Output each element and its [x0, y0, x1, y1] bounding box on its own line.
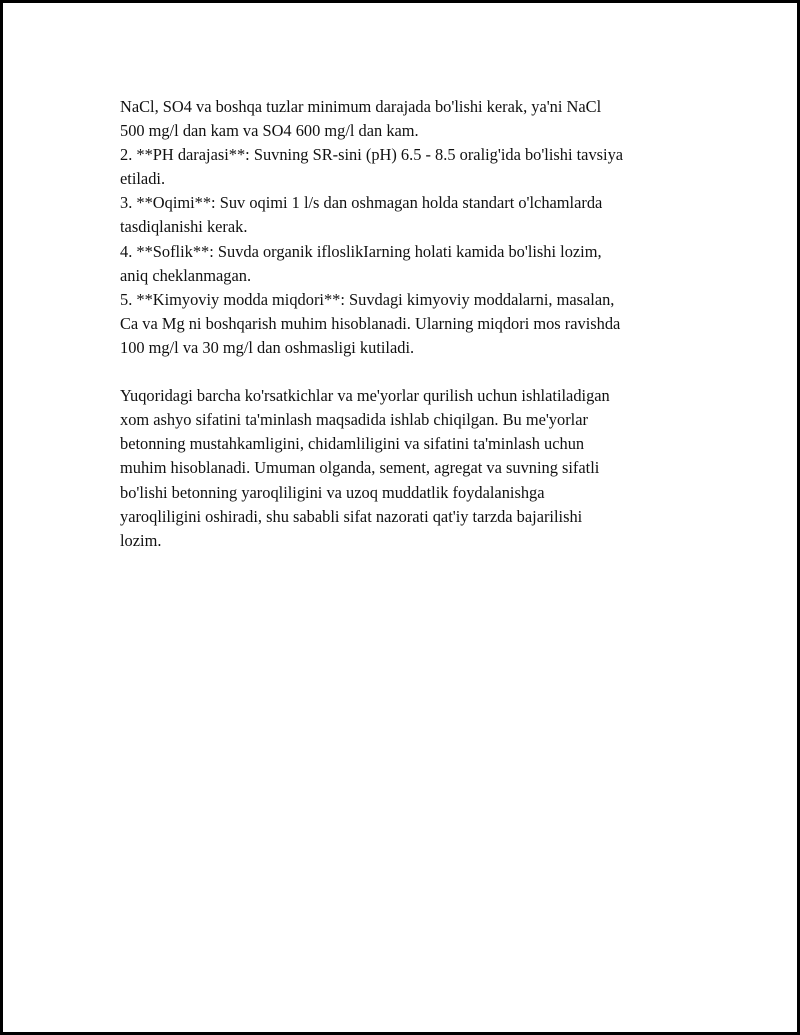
- text-line: 2. **PH darajasi**: Suvning SR-sini (pH) 6.5 - 8.5 oralig'ida bo'lishi tavsiya: [120, 145, 624, 165]
- text-line: betonning mustahkamligini, chidamliligini va sifatini ta'minlash uchun: [120, 434, 585, 454]
- document-body: [120, 95, 700, 553]
- text-line: 4. **Soflik**: Suvda organik ifloslikIarning holati kamida bo'lishi lozim,: [120, 241, 602, 261]
- text-line: etiladi.: [120, 169, 166, 189]
- text-line: 3. **Oqimi**: Suv oqimi 1 l/s dan oshmagan holda standart o'lchamlarda: [120, 193, 603, 213]
- text-line: tasdiqlanishi kerak.: [120, 217, 248, 237]
- conclusion-paragraph: [120, 384, 700, 553]
- text-line: aniq cheklanmagan.: [120, 265, 252, 285]
- text-line: yaroqliligini oshiradi, shu sababli sifat nazorati qat'iy tarzda bajarilishi: [120, 506, 583, 526]
- text-line: 500 mg/l dan kam va SO4 600 mg/l dan kam.: [120, 121, 419, 141]
- water-requirements-list: [120, 95, 700, 360]
- text-line: muhim hisoblanadi. Umuman olganda, sement, agregat va suvning sifatli: [120, 458, 600, 478]
- text-line: Yuqoridagi barcha ko'rsatkichlar va me'yorlar qurilish uchun ishlatiladigan: [120, 386, 610, 406]
- text-line: Ca va Mg ni boshqarish muhim hisoblanadi. Ularning miqdori mos ravishda: [120, 313, 621, 333]
- text-line: lozim.: [120, 530, 162, 550]
- paragraph-gap: [120, 360, 700, 384]
- text-line: 100 mg/l va 30 mg/l dan oshmasligi kutiladi.: [120, 337, 415, 357]
- text-line: xom ashyo sifatini ta'minlash maqsadida ishlab chiqilgan. Bu me'yorlar: [120, 410, 588, 430]
- text-line: 5. **Kimyoviy modda miqdori**: Suvdagi kimyoviy moddalarni, masalan,: [120, 289, 615, 309]
- text-line: bo'lishi betonning yaroqliligini va uzoq muddatlik foydalanishga: [120, 482, 545, 502]
- text-line: NaCl, SO4 va boshqa tuzlar minimum darajada bo'lishi kerak, ya'ni NaCl: [120, 97, 602, 116]
